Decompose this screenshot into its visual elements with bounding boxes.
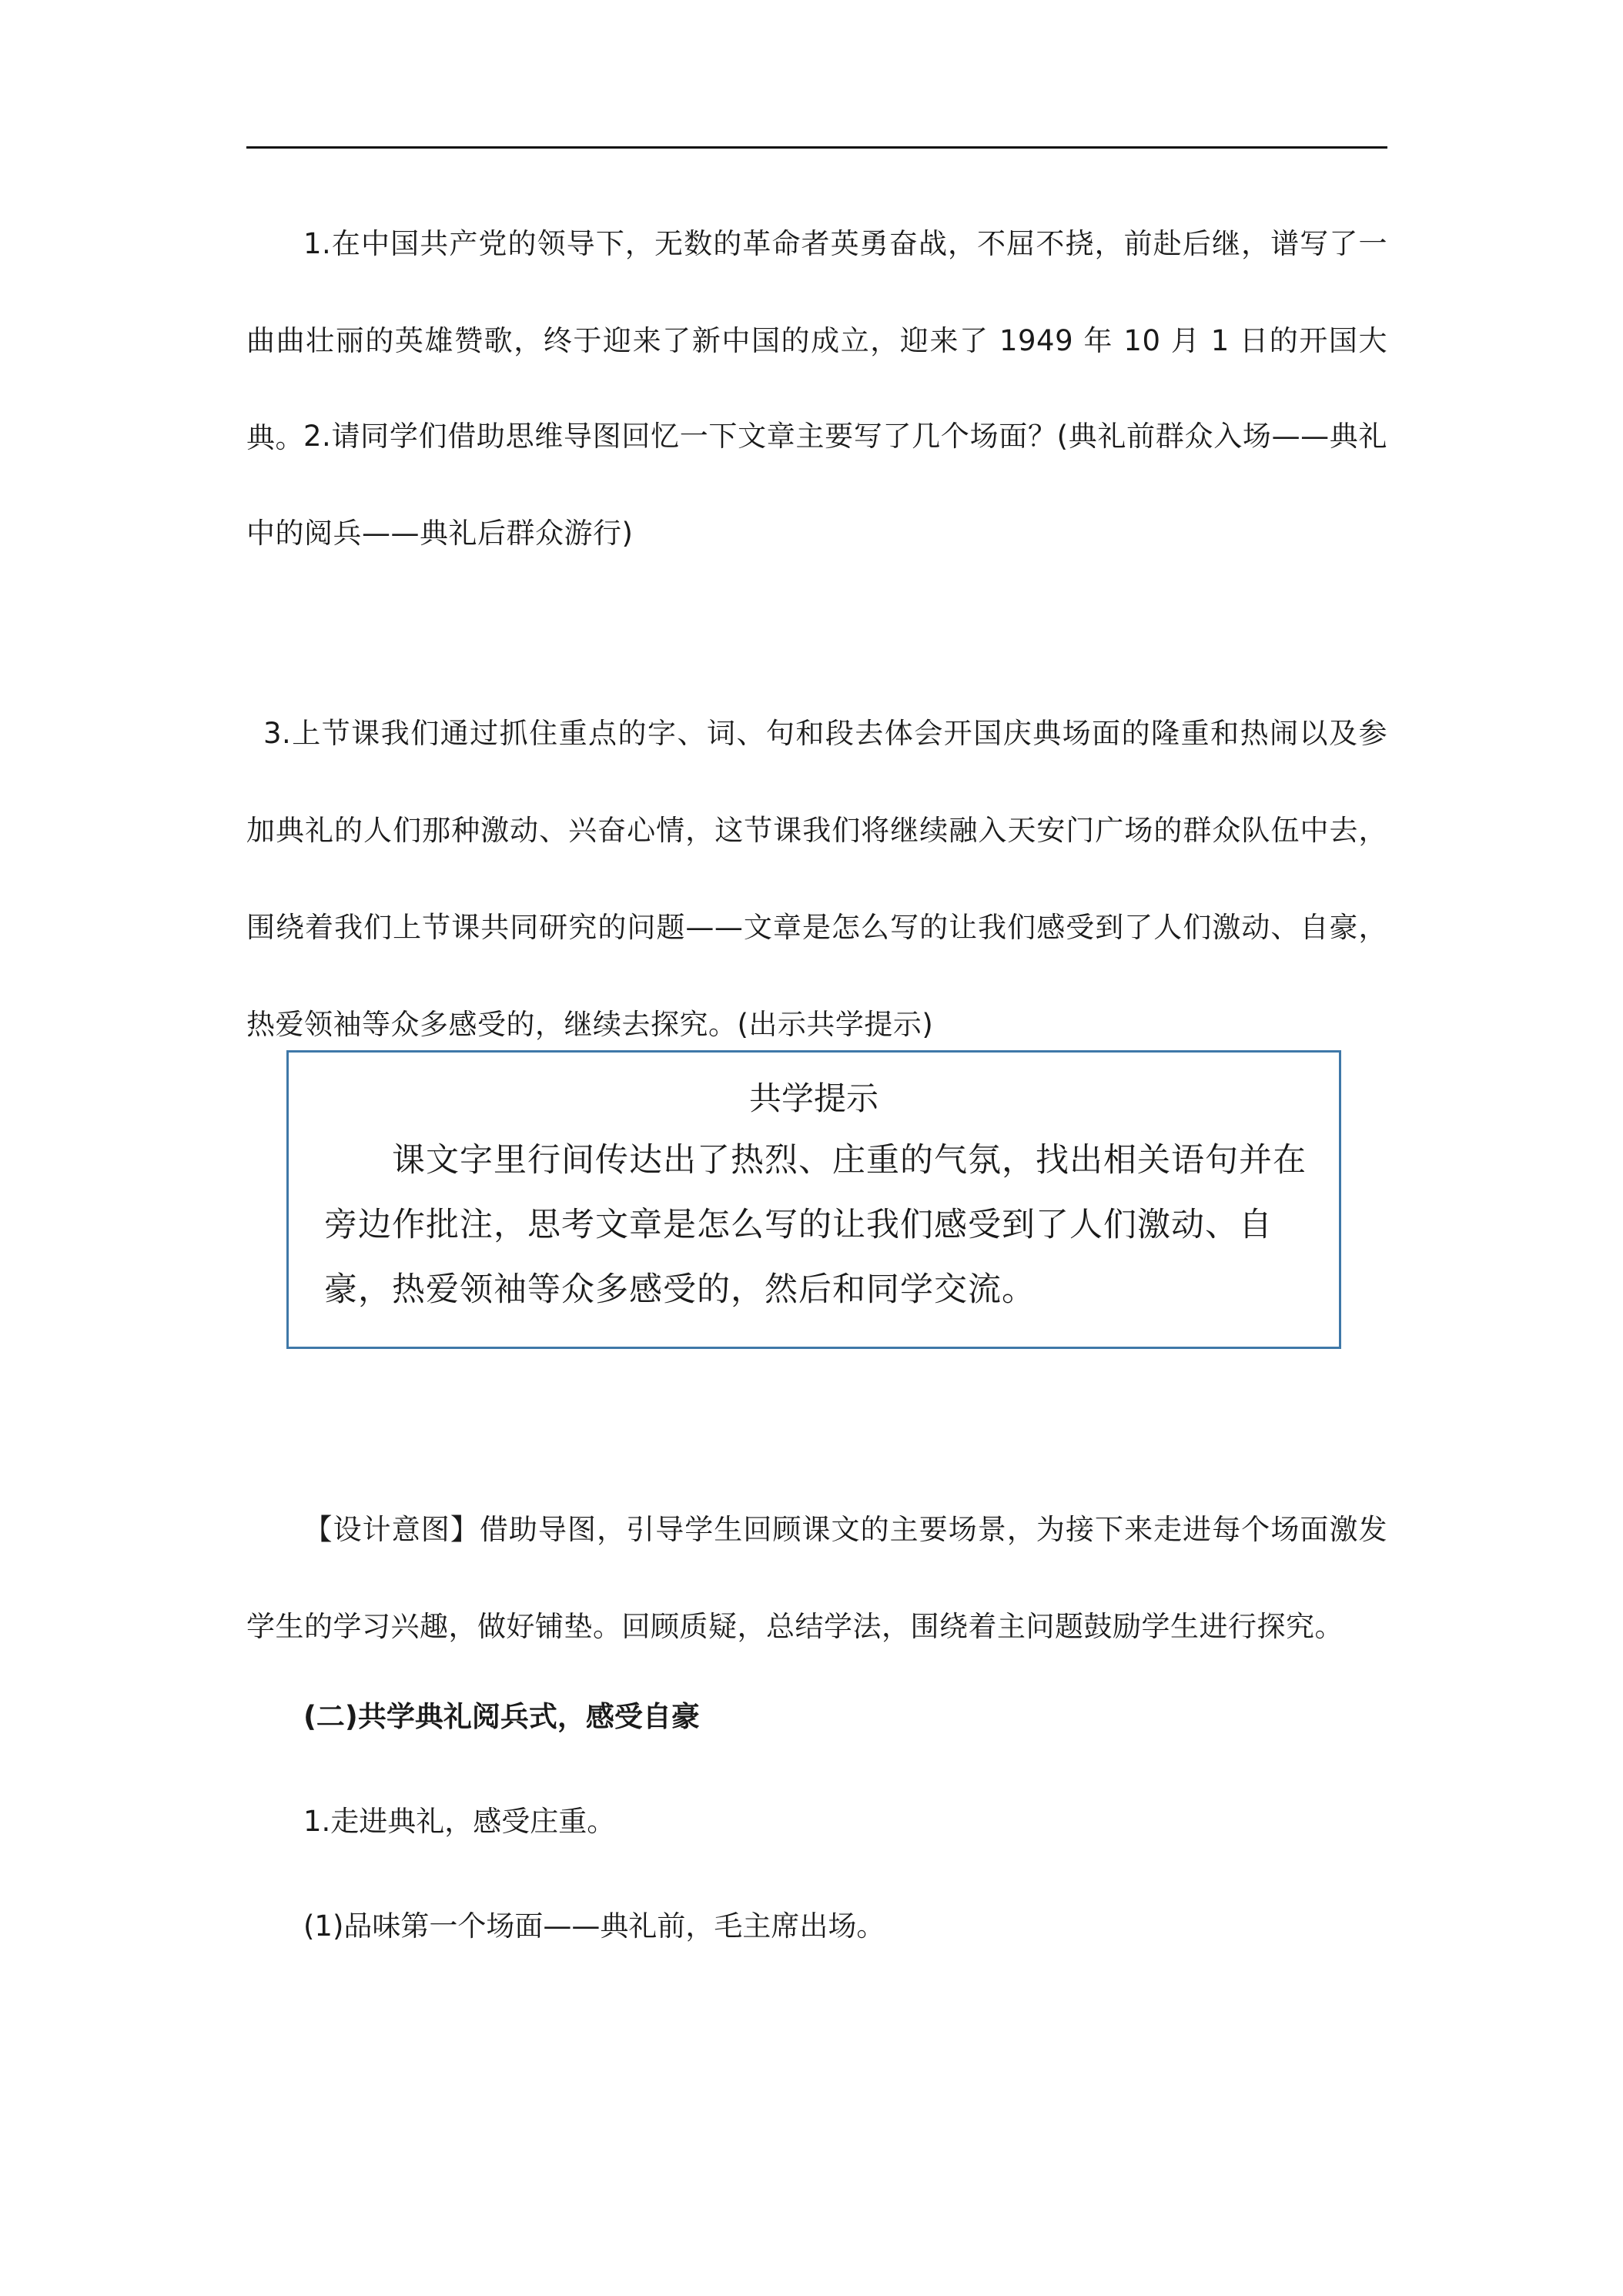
design-intent-paragraph (246, 1481, 1387, 1675)
section-item-1: 1.走进典礼，感受庄重。 (303, 1805, 616, 1838)
header-rule (246, 146, 1387, 149)
paragraph-3 (246, 685, 1387, 1073)
section-item-1-sub: (1)品味第一个场面——典礼前，毛主席出场。 (303, 1909, 885, 1943)
paragraph-2 (246, 388, 1387, 582)
paragraph-1-text: 1.在中国共产党的领导下，无数的革命者英勇奋战，不屈不挠，前赴后继，谱写了一曲曲壮丽的英雄赞歌，终于迎来了新中国的成立，迎来了 1949 年 10 月 1 日的开国大典。 (246, 227, 1387, 454)
paragraph-3-text: 3.上节课我们通过抓住重点的字、词、句和段去体会开国庆典场面的隆重和热闹以及参加典礼的人们那种激动、兴奋心情，这节课我们将继续融入天安门广场的群众队伍中去，围绕着我们上节课共同研究的问题——文章是怎么写的让我们感受到了人们激动、自豪，热爱领袖等众多感受的，继续去探究。(出示共学提示) (246, 717, 1387, 1041)
design-intent-text: 【设计意图】借助导图，引导学生回顾课文的主要场景，为接下来走进每个场面激发学生的学习兴趣，做好铺垫。回顾质疑，总结学法，围绕着主问题鼓励学生进行探究。 (246, 1513, 1387, 1643)
shared-learning-tip-box (286, 1050, 1341, 1349)
tip-box-title: 共学提示 (748, 1079, 878, 1117)
section-heading: (二)共学典礼阅兵式，感受自豪 (303, 1700, 700, 1733)
paragraph-2-text: 2.请同学们借助思维导图回忆一下文章主要写了几个场面？(典礼前群众入场——典礼中的阅兵——典礼后群众游行) (246, 420, 1387, 550)
tip-box-body: 课文字里行间传达出了热烈、庄重的气氛，找出相关语句并在旁边作批注，思考文章是怎么写的让我们感受到了人们激动、自豪，热爱领袖等众多感受的，然后和同学交流。 (324, 1141, 1307, 1309)
